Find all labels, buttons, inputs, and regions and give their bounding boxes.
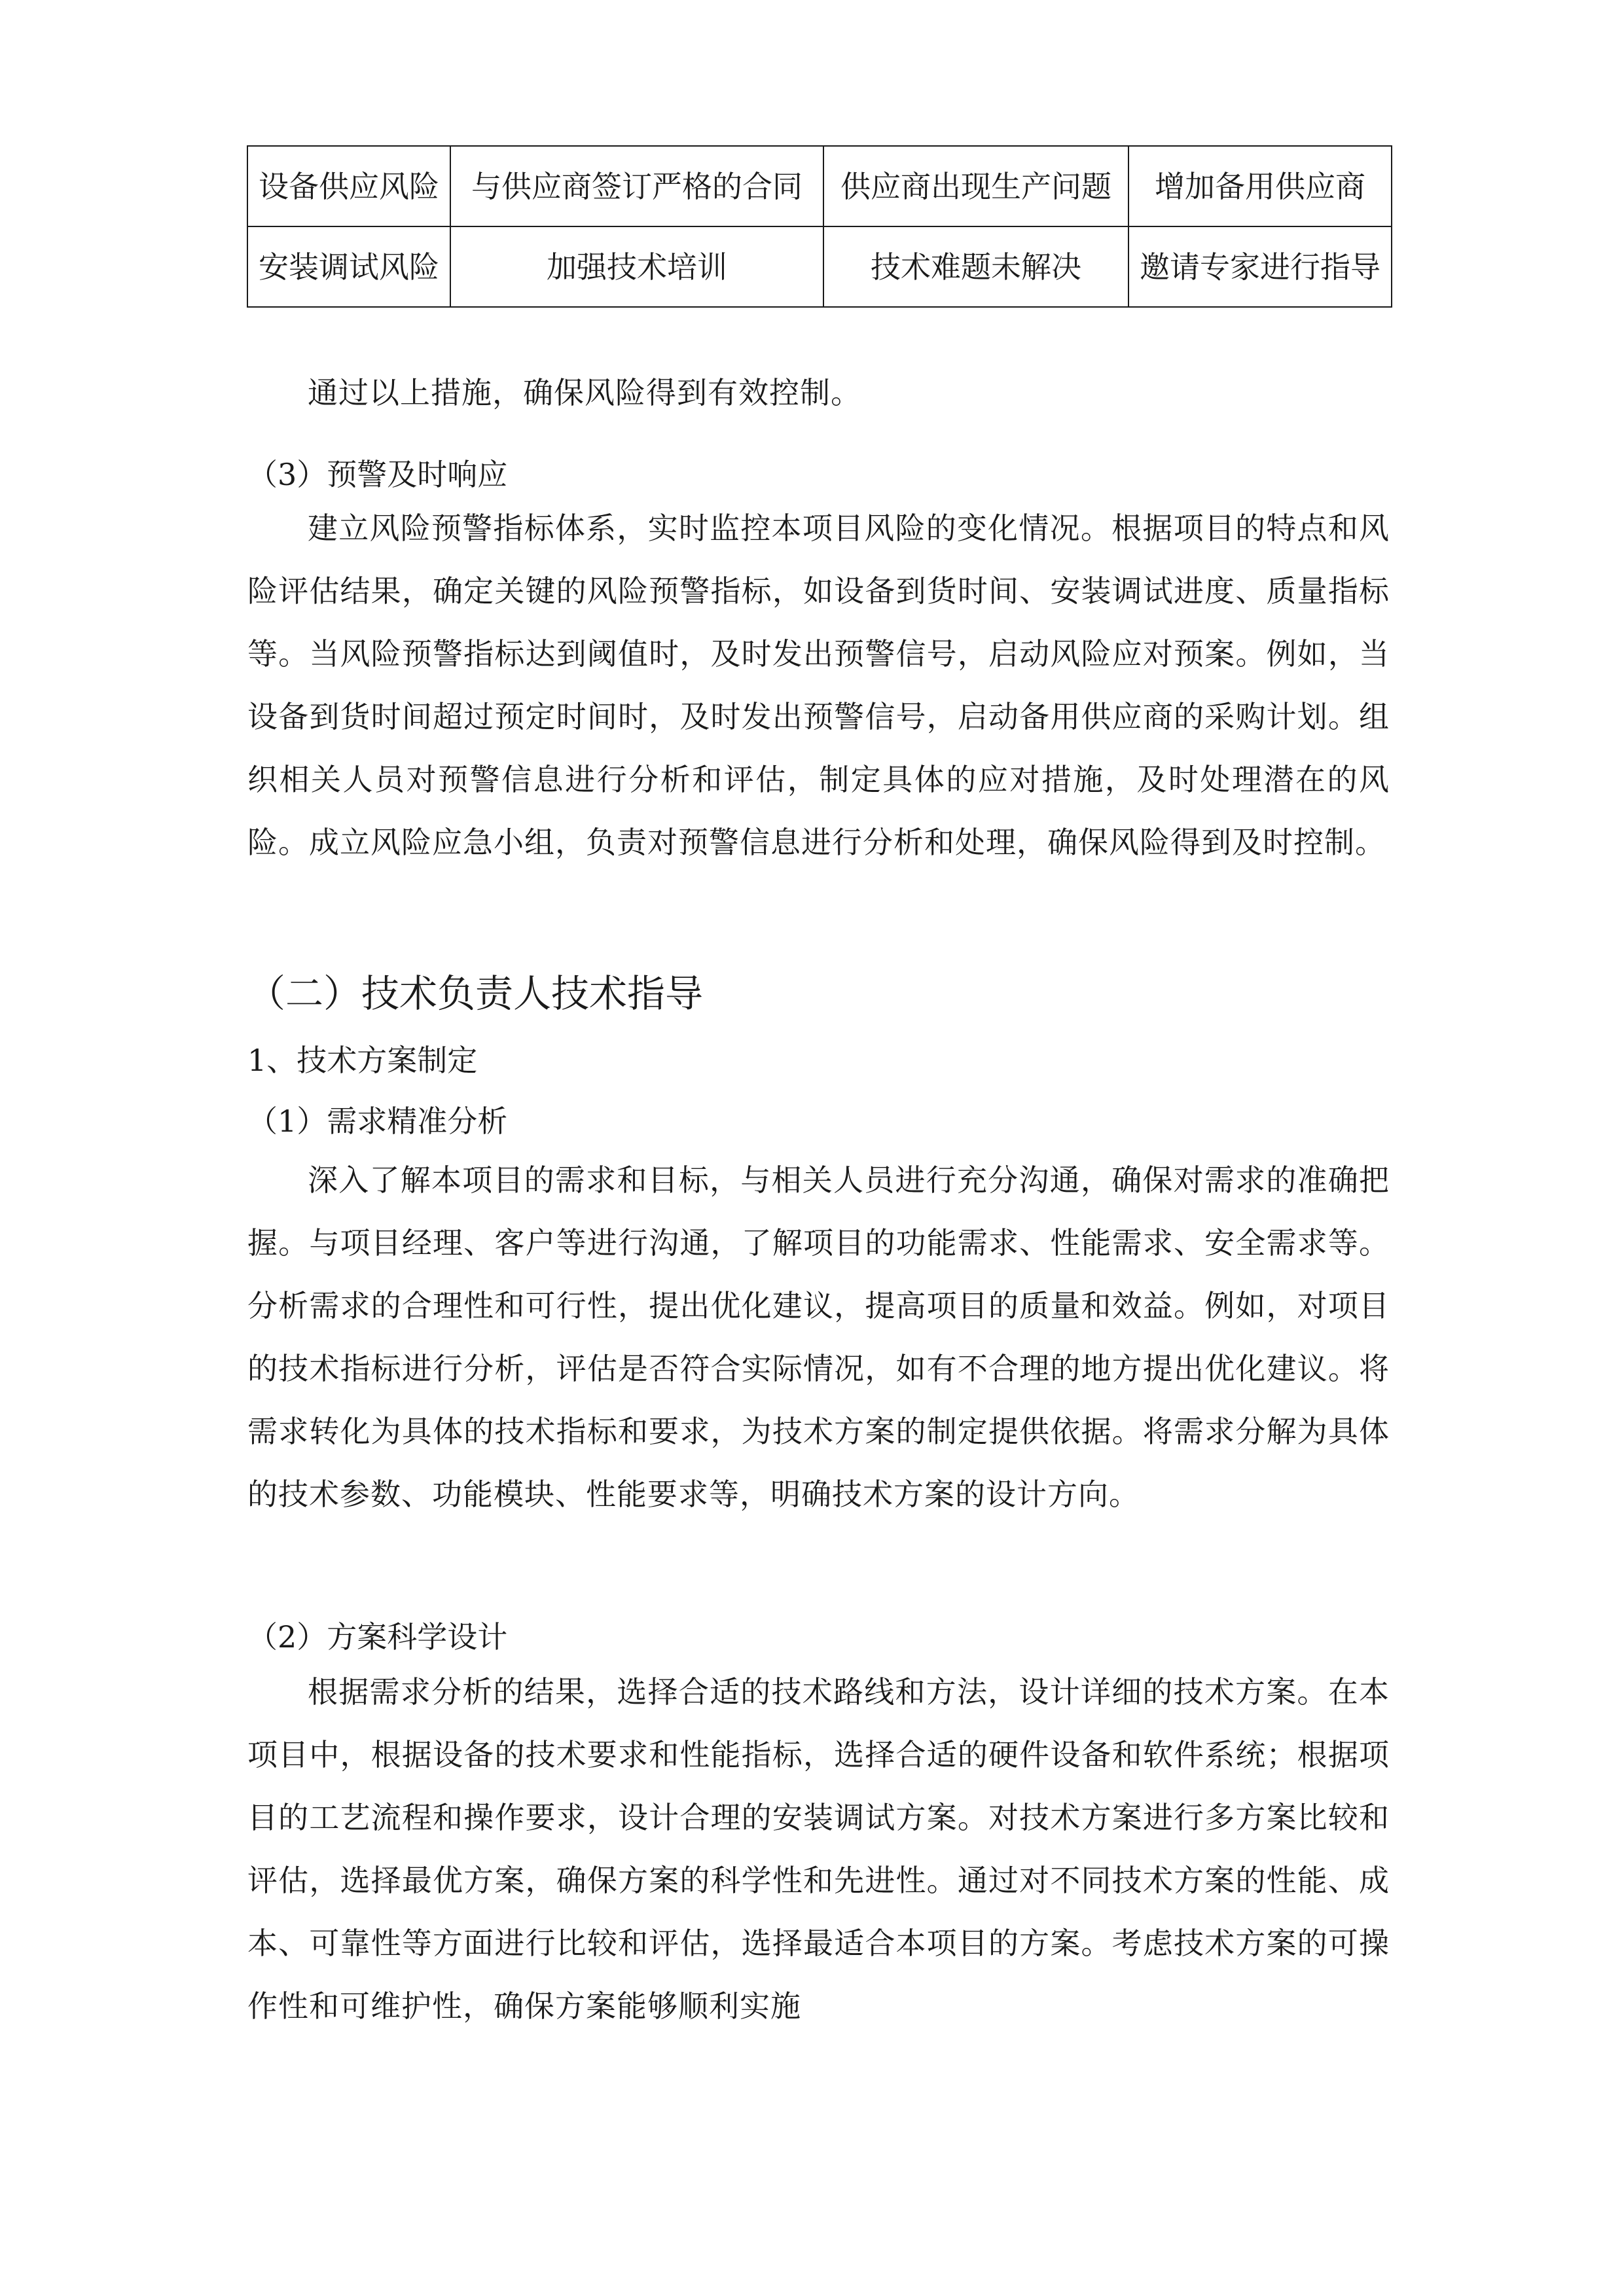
- table-cell: 增加备用供应商: [1128, 146, 1392, 226]
- table-row: [247, 146, 1392, 226]
- table-cell: 设备供应风险: [247, 146, 450, 226]
- section-heading-design: （2）方案科学设计: [247, 1619, 508, 1655]
- table-cell: 供应商出现生产问题: [823, 146, 1128, 226]
- table-cell: 与供应商签订严格的合同: [450, 146, 823, 226]
- section-heading-requirements: （1）需求精准分析: [247, 1103, 508, 1139]
- section-paragraph-warning: 建立风险预警指标体系，实时监控本项目风险的变化情况。根据项目的特点和风险评估结果，确定关键的风险预警指标，如设备到货时间、安装调试进度、质量指标等。当风险预警指标达到阈值时，及时发出预警信号，启动风险应对预案。例如，当设备到货时间超过预定时间时，及时发出预警信号，启动备用供应商的采购计划。组织相关人员对预警信息进行分析和评估，制定具体的应对措施，及时处理潜在的风险。成立风险应急小组，负责对预警信息进行分析和处理，确保风险得到及时控制。: [247, 511, 1390, 860]
- table-row: [247, 226, 1392, 307]
- table-cell: 安装调试风险: [247, 226, 450, 307]
- section-paragraph-design: 根据需求分析的结果，选择合适的技术路线和方法，设计详细的技术方案。在本项目中，根据设备的技术要求和性能指标，选择合适的硬件设备和软件系统；根据项目的工艺流程和操作要求，设计合理的安装调试方案。对技术方案进行多方案比较和评估，选择最优方案，确保方案的科学性和先进性。通过对不同技术方案的性能、成本、可靠性等方面进行比较和评估，选择最适合本项目的方案。考虑技术方案的可操作性和可维护性，确保方案能够顺利实施: [247, 1674, 1390, 2024]
- table-cell: 加强技术培训: [450, 226, 823, 307]
- chapter-heading: （二）技术负责人技术指导: [247, 971, 704, 1016]
- section-paragraph-requirements: 深入了解本项目的需求和目标，与相关人员进行充分沟通，确保对需求的准确把握。与项目经理、客户等进行沟通，了解项目的功能需求、性能需求、安全需求等。分析需求的合理性和可行性，提出优化建议，提高项目的质量和效益。例如，对项目的技术指标进行分析，评估是否符合实际情况，如有不合理的地方提出优化建议。将需求转化为具体的技术指标和要求，为技术方案的制定提供依据。将需求分解为具体的技术参数、功能模块、性能要求等，明确技术方案的设计方向。: [247, 1162, 1390, 1512]
- table-cell: 技术难题未解决: [823, 226, 1128, 307]
- table-cell: 邀请专家进行指导: [1128, 226, 1392, 307]
- sub-heading-plan: 1、技术方案制定: [247, 1043, 478, 1078]
- summary-paragraph: 通过以上措施，确保风险得到有效控制。: [308, 375, 861, 410]
- section-heading-warning: （3）预警及时响应: [247, 457, 508, 492]
- risk-table: [247, 145, 1392, 308]
